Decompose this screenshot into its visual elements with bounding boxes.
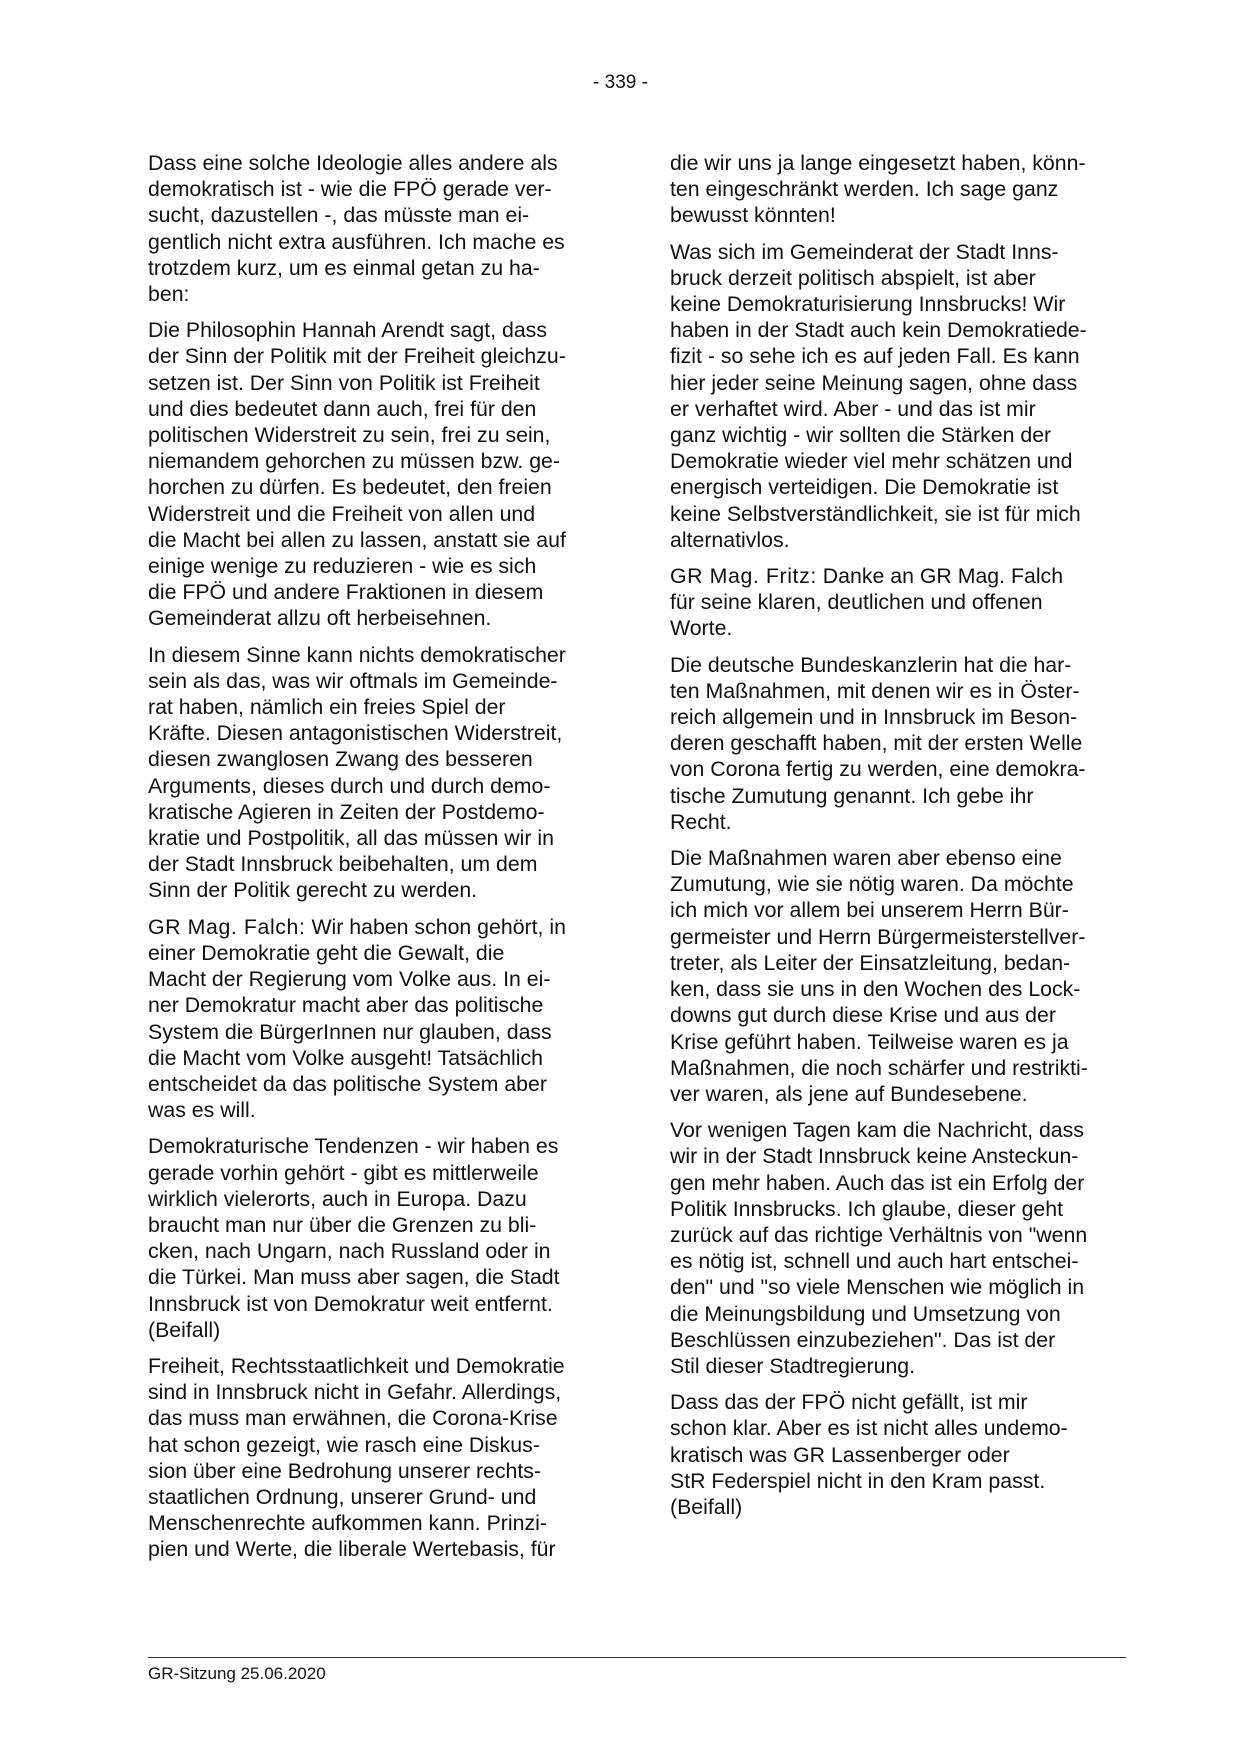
speaker-paragraph — [670, 563, 1110, 642]
paragraph: In diesem Sinne kann nichts demokratischer sein als das, was wir oftmals im Gemeinde- rat haben, nämlich ein freies Spiel der Kräfte. Diesen antagonistischen Widerstreit, diesen zwanglosen Zwang des besseren Arguments, dieses durch und durch demo- kratische Agieren in Zeiten der Postdemo- kratie und Postpolitik, all das müssen wir in der Stadt Innsbruck beibehalten, um dem Sinn der Politik gerecht zu werden. — [148, 642, 566, 903]
paragraph: Dass eine solche Ideologie alles andere als demokratisch ist - wie die FPÖ gerade ver- sucht, dazustellen -, das müsste man ei- gentlich nicht extra ausführen. Ich mache es trotzdem kurz, um es einmal getan zu ha- ben: — [148, 151, 565, 307]
paragraph: Dass das der FPÖ nicht gefällt, ist mir schon klar. Aber es ist nicht alles undemo- kratisch was GR Lassenberger oder StR Federspiel nicht in den Kram passt. (Beifall) — [670, 1390, 1068, 1519]
speaker-paragraph — [148, 914, 588, 1124]
speech-text: Danke an GR Mag. Falch für seine klaren, deutlichen und offenen Worte. — [670, 564, 1064, 641]
speaker-name: GR Mag. Fritz: — [670, 564, 817, 589]
speaker-name: GR Mag. Falch: — [148, 914, 306, 939]
paragraph: Freiheit, Rechtsstaatlichkeit und Demokratie sind in Innsbruck nicht in Gefahr. Allerdings, das muss man erwähnen, die Corona-Krise hat schon gezeigt, wie rasch eine Diskus- sion über eine Bedrohung unserer rechts- staatlichen Ordnung, unserer Grund- und Menschenrechte aufkommen kann. Prinzi- pien und Werte, die liberale Wertebasis, für — [148, 1353, 565, 1562]
page-number: - 339 - — [593, 72, 648, 93]
paragraph: Vor wenigen Tagen kam die Nachricht, dass wir in der Stadt Innsbruck keine Ansteckun- gen mehr haben. Auch das ist ein Erfolg der Politik Innsbrucks. Ich glaube, dieser geht zurück auf das richtige Verhältnis von "wenn es nötig ist, schnell und auch hart entschei- den" und "so viele Menschen wie möglich in die Meinungsbildung und Umsetzung von Beschlüssen einzubeziehen". Das ist der Stil dieser Stadtregierung. — [670, 1118, 1088, 1378]
speech-text: Wir haben schon gehört, in einer Demokratie geht die Gewalt, die Macht der Regierung vom Volke aus. In ei- ner Demokratur macht aber das politische System die BürgerInnen nur glauben, dass die Macht vom Volke ausgeht! Tatsächlich entscheidet da das politische System aber was es will. — [148, 914, 566, 1123]
footer-divider — [148, 1657, 1126, 1658]
paragraph: Die Philosophin Hannah Arendt sagt, dass der Sinn der Politik mit der Freiheit gleichzu- setzen ist. Der Sinn von Politik ist Freiheit und dies bedeutet dann auch, frei für den politischen Widerstreit zu sein, frei zu sein, niemandem gehorchen zu müssen bzw. ge- horchen zu dürfen. Es bedeutet, den freien Widerstreit und die Freiheit von allen und die Macht bei allen zu lassen, anstatt sie auf einige wenige zu reduzieren - wie es sich die FPÖ und andere Fraktionen in diesem Gemeinderat allzu oft herbeisehnen. — [148, 318, 566, 631]
left-column — [148, 150, 588, 1573]
right-column — [670, 150, 1110, 1530]
footer-session-label: GR-Sitzung 25.06.2020 — [148, 1664, 326, 1683]
paragraph: Die deutsche Bundeskanzlerin hat die har- ten Maßnahmen, mit denen wir es in Öster- reich allgemein und in Innsbruck im Beson- deren geschafft haben, mit der ersten Welle von Corona fertig zu werden, eine demokra- tische Zumutung genannt. Ich gebe ihr Recht. — [670, 652, 1086, 834]
paragraph: Demokraturische Tendenzen - wir haben es gerade vorhin gehört - gibt es mittlerweile wirklich vielerorts, auch in Europa. Dazu braucht man nur über die Grenzen zu bli- cken, nach Ungarn, nach Russland oder in die Türkei. Man muss aber sagen, die Stadt Innsbruck ist von Demokratur weit entfernt. (Beifall) — [148, 1134, 560, 1342]
paragraph: Die Maßnahmen waren aber ebenso eine Zumutung, wie sie nötig waren. Da möchte ich mich vor allem bei unserem Herrn Bür- germeister und Herrn Bürgermeisterstellver- treter, als Leiter der Einsatzleitung, bedan- ken, dass sie uns in den Wochen des Lock- downs gut durch diese Krise und aus der Krise geführt haben. Teilweise waren es ja Maßnahmen, die noch schärfer und restrikti- ver waren, als jene auf Bundesebene. — [670, 846, 1088, 1106]
paragraph: die wir uns ja lange eingesetzt haben, könn- ten eingeschränkt werden. Ich sage ganz bewusst könnten! — [670, 151, 1086, 228]
paragraph: Was sich im Gemeinderat der Stadt Inns- bruck derzeit politisch abspielt, ist aber keine Demokraturisierung Innsbrucks! Wir haben in der Stadt auch kein Demokratiede- fizit - so sehe ich es auf jeden Fall. Es kann hier jeder seine Meinung sagen, ohne dass er verhaftet wird. Aber - und das ist mir ganz wichtig - wir sollten die Stärken der Demokratie wieder viel mehr schätzen und energisch verteidigen. Die Demokratie ist keine Selbstverständlichkeit, sie ist für mich alternativlos. — [670, 239, 1087, 552]
